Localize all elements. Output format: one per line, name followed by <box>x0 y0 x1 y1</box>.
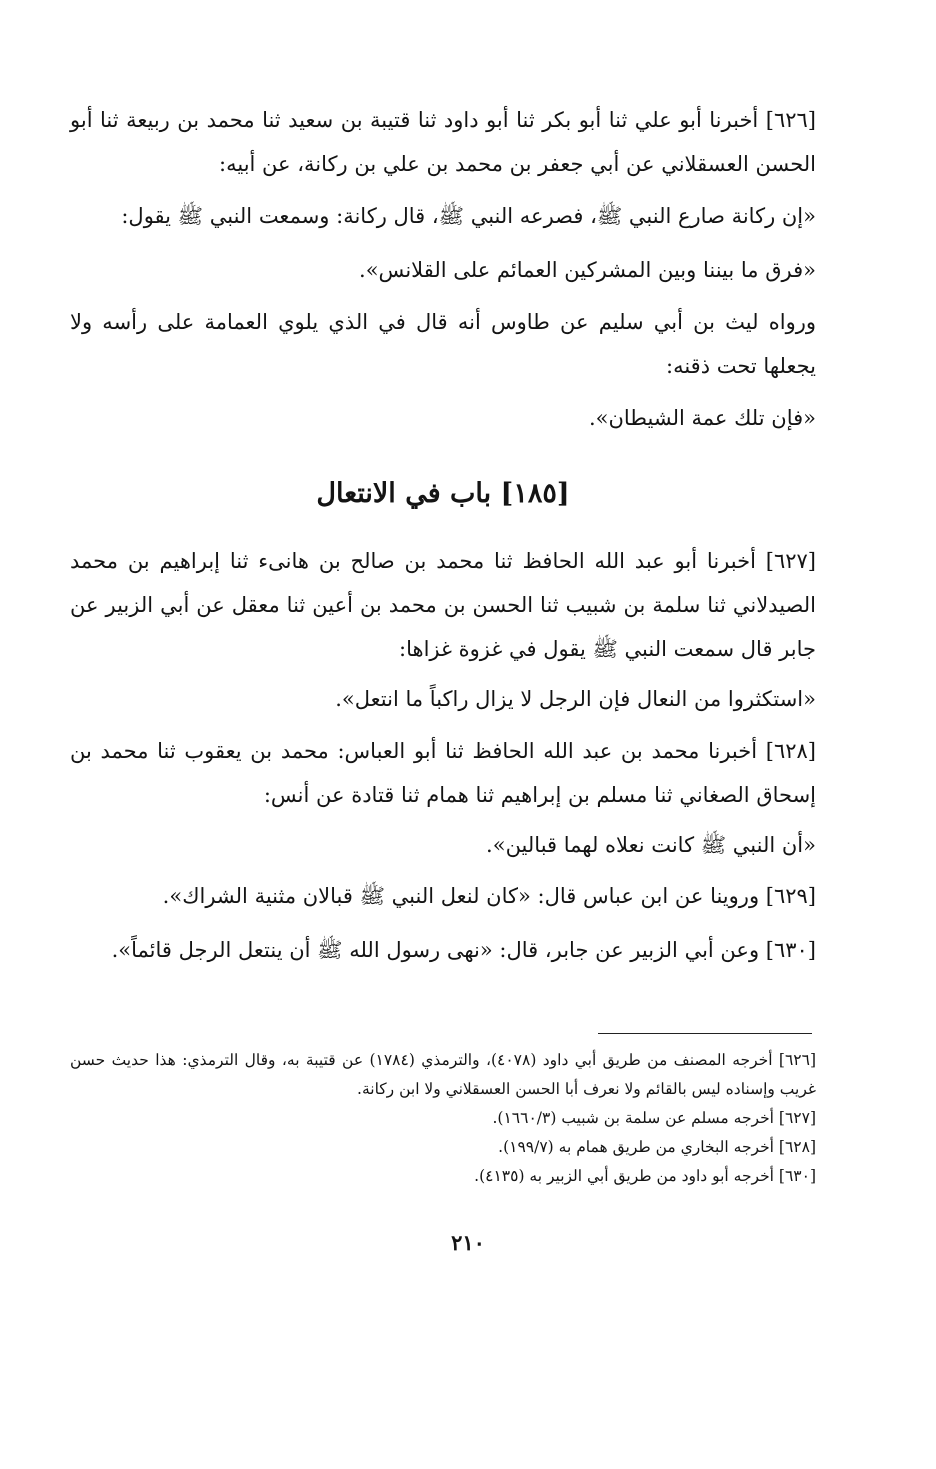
footnote-627: [٦٢٧] أخرجه مسلم عن سلمة بن شبيب (١٦٦٠/٣). <box>492 1109 816 1127</box>
hadith-627-text: [٦٢٧] أخبرنا أبو عبد الله الحافظ ثنا محمد بن صالح بن هانىء ثنا إبراهيم بن محمد الصيدلاني ثنا سلمة بن شبيب ثنا الحسن بن محمد بن أعين ثنا معقل عن أبي الزبير عن جابر قال سمعت النبي ﷺ يقول في غزوة غزاها: <box>70 549 816 661</box>
hadith-629-text: [٦٢٩] وروينا عن ابن عباس قال: «كان لنعل النبي ﷺ قبالان مثنية الشراك». <box>162 884 816 908</box>
hadith-626-saying: «فرق ما بيننا وبين المشركين العمائم على القلانس». <box>359 258 816 282</box>
page-number: ٢١٠ <box>451 1230 485 1255</box>
layth-narration: ورواه ليث بن أبي سليم عن طاوس أنه قال في الذي يلوي العمامة على رأسه ولا يجعلها تحت ذقنه: <box>70 310 816 378</box>
hadith-626-quote: «إن ركانة صارع النبي ﷺ، فصرعه النبي ﷺ، قال ركانة: وسمعت النبي ﷺ يقول: <box>121 204 816 228</box>
footnote-divider <box>598 1033 812 1034</box>
footnote-626: [٦٢٦] أخرجه المصنف من طريق أبي داود (٤٠٧٨)، والترمذي (١٧٨٤) عن قتيبة به، وقال الترمذي: هذا حديث حسن غريب وإسناده ليس بالقائم ولا نعرف أبا الحسن العسقلاني ولا ابن ركانة. <box>70 1051 817 1098</box>
hadith-628-text: [٦٢٨] أخبرنا محمد بن عبد الله الحافظ ثنا أبو العباس: محمد بن يعقوب ثنا محمد بن إسحاق الصغاني ثنا مسلم بن إبراهيم ثنا همام ثنا قتادة عن أنس: <box>70 739 816 807</box>
footnote-630: [٦٣٠] أخرجه أبو داود من طريق أبي الزبير به (٤١٣٥). <box>474 1167 816 1185</box>
hadith-627-quote: «استكثروا من النعال فإن الرجل لا يزال راكباً ما انتعل». <box>335 687 816 711</box>
hadith-626-text: [٦٢٦] أخبرنا أبو علي ثنا أبو بكر ثنا أبو داود ثنا قتيبة بن سعيد ثنا محمد بن ربيعة ثنا أبو الحسن العسقلاني عن أبي جعفر بن محمد بن علي بن ركانة، عن أبيه: <box>70 108 816 176</box>
layth-quote: «فإن تلك عمة الشيطان». <box>588 406 816 430</box>
hadith-630-text: [٦٣٠] وعن أبي الزبير عن جابر، قال: «نهى رسول الله ﷺ أن ينتعل الرجل قائماً». <box>111 938 816 962</box>
chapter-heading: [١٨٥] باب في الانتعال <box>316 478 570 509</box>
footnote-628: [٦٢٨] أخرجه البخاري من طريق همام به (١٩٩/٧). <box>498 1138 816 1156</box>
hadith-628-quote: «أن النبي ﷺ كانت نعلاه لهما قبالين». <box>486 833 816 857</box>
